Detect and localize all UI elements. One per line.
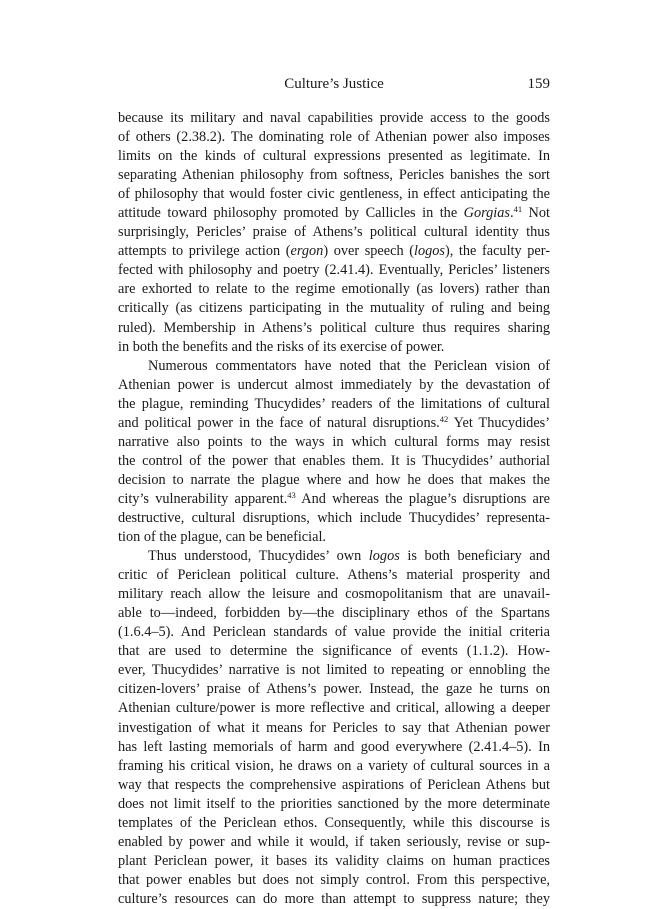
text-line: attitude toward philosophy promoted by Callicles in the Gorgias.$^{41}$ Not	[118, 204, 551, 222]
text-line: because its military and naval capabilities provide access to the goods	[118, 110, 550, 126]
text-line: are exhorted to relate to the regime emotionally (as lovers) rather than	[118, 281, 550, 298]
text-line: fected with philosophy and poetry (2.41.4). Eventually, Pericles’ listeners	[118, 262, 550, 279]
footnote-marker: 41	[513, 204, 523, 215]
text-line: ruled). Membership in Athens’s political culture thus requires sharing	[118, 319, 550, 336]
running-head-title: Culture’s Justice	[284, 76, 384, 92]
text-line: does not limit itself to the priorities sanctioned by the more determinate	[118, 795, 550, 812]
text-line: separating Athenian philosophy from softness, Pericles banishes the sort	[118, 167, 550, 184]
text-line: military reach allow the leisure and cosmopolitanism that are unavail-	[118, 586, 550, 603]
text-line: (1.6.4–5). And Periclean standards of value provide the initial criteria	[118, 624, 550, 641]
text-line: destructive, cultural disruptions, which include Thucydides’ representa-	[118, 509, 550, 526]
page-number: 159	[527, 76, 550, 92]
text-line: narrative also points to the ways in which cultural forms may resist	[118, 433, 550, 450]
text-line: critically (as citizens participating in the mutuality of ruling and being	[118, 300, 550, 317]
italic-term: ergon	[290, 243, 324, 260]
text-line: tion of the plague, can be beneficial.	[118, 529, 327, 546]
text-line: Thus understood, Thucydides’ own logos is both beneficiary and	[148, 548, 550, 565]
text-line: way that respects the comprehensive aspirations of Periclean Athens but	[118, 776, 550, 793]
text-line: city’s vulnerability apparent.$^{43}$ And whereas the plague’s disruptions are	[118, 489, 550, 507]
text-line: of philosophy that would foster civic gentleness, in effect anticipating the	[118, 186, 550, 203]
text-line: framing his critical vision, he draws on a variety of cultural sources in a	[118, 757, 550, 774]
text-line: plant Periclean power, it bases its validity claims on human practices	[118, 852, 550, 869]
text-line: attempts to privilege action (ergon) over speech (logos), the faculty per-	[118, 243, 550, 260]
italic-term: logos	[368, 548, 400, 565]
text-line: the plague, reminding Thucydides’ readers of the limitations of cultural	[118, 395, 550, 412]
running-head	[118, 74, 550, 94]
italic-title: Gorgias	[463, 205, 510, 222]
text-line: citizen-lovers’ praise of Athens’s power. Instead, the gaze he turns on	[118, 681, 550, 698]
footnote-marker: 43	[287, 489, 296, 500]
text-line: decision to narrate the plague where and how he does that makes the	[118, 471, 550, 488]
text-line: and political power in the face of natural disruptions.$^{42}$ Yet Thucydides’	[118, 413, 550, 431]
italic-term: logos	[413, 243, 445, 260]
text-line: that are used to determine the significance of events (1.1.2). How-	[118, 643, 550, 660]
text-line: limits on the kinds of cultural expressions presented as legitimate. In	[118, 148, 550, 165]
text-line: able to—indeed, forbidden by—the disciplinary ethos of the Spartans	[118, 605, 550, 622]
text-line: investigation of what it means for Pericles to say that Athenian power	[118, 719, 550, 736]
text-line: that power enables but does not simply control. From this perspective,	[118, 871, 550, 888]
text-line: ever, Thucydides’ narrative is not limited to repeating or ennobling the	[118, 662, 550, 679]
body-text	[118, 109, 550, 909]
text-line: the control of the power that enables them. It is Thucydides’ authorial	[118, 452, 550, 469]
text-line: templates of the Periclean ethos. Consequently, while this discourse is	[118, 814, 550, 831]
text-line: surprisingly, Pericles’ praise of Athens’s political cultural identity thus	[118, 224, 550, 241]
text-line: critic of Periclean political culture. Athens’s material prosperity and	[118, 567, 550, 584]
text-line: culture’s resources can do more than attempt to suppress nature; they	[118, 890, 550, 907]
text-line: Athenian power is undercut almost immediately by the devastation of	[118, 376, 550, 393]
text-line: Numerous commentators have noted that the Periclean vision of	[148, 357, 550, 374]
text-line: enabled by power and while it would, if taken seriously, revise or sup-	[118, 833, 550, 850]
text-line: of others (2.38.2). The dominating role of Athenian power also imposes	[118, 129, 550, 146]
footnote-marker: 42	[439, 413, 449, 424]
text-line: in both the benefits and the risks of its exercise of power.	[118, 338, 445, 355]
text-line: Athenian culture/power is more reflective and critical, allowing a deeper	[118, 700, 550, 717]
text-line: has left lasting memorials of harm and good everywhere (2.41.4–5). In	[118, 738, 550, 755]
